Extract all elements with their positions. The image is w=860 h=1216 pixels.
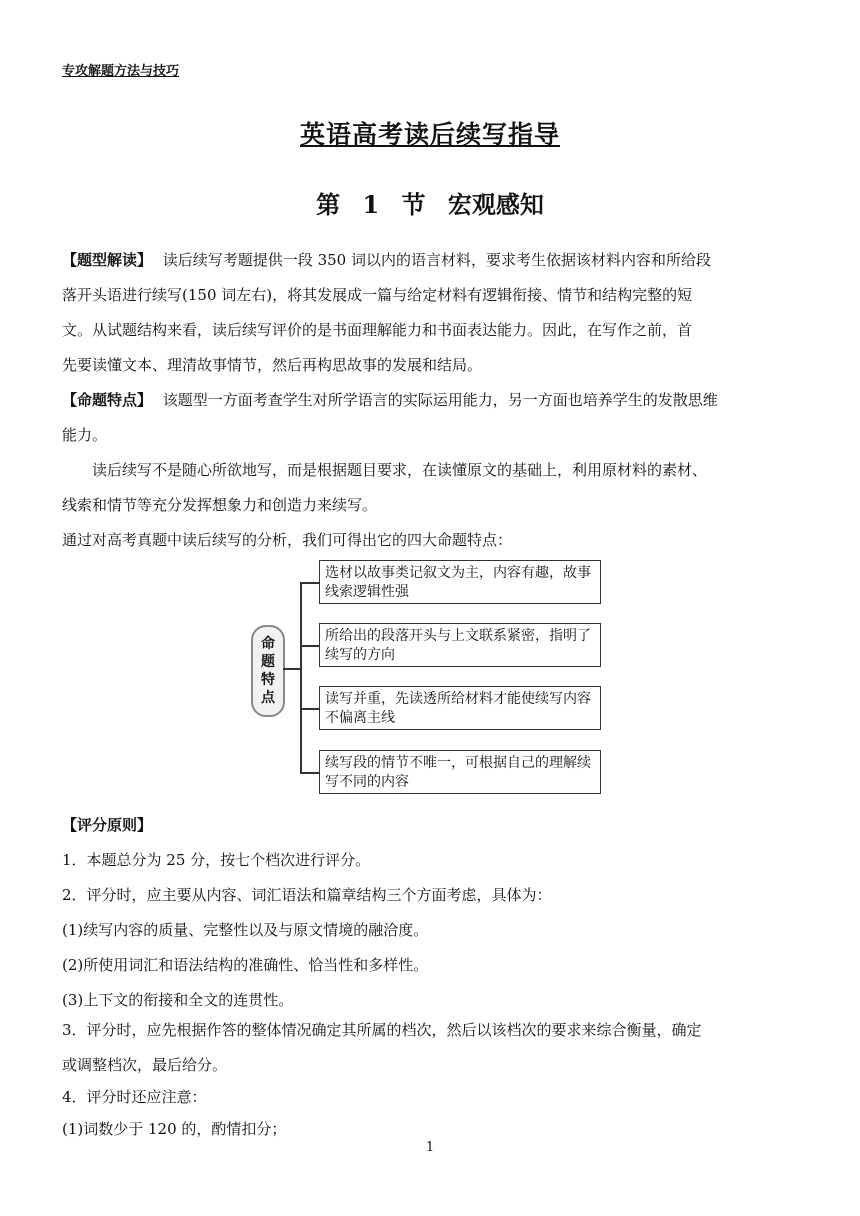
root-char-3: 特: [261, 672, 275, 688]
feature-line-4: 线索和情节等充分发挥想象力和创造力来续写。: [62, 496, 378, 514]
intro-line-1: [62, 243, 800, 278]
root-char-4: 点: [261, 690, 275, 706]
feature-box-4: 续写段的情节不唯一，可根据自己的理解续写不同的内容: [319, 750, 601, 794]
features-diagram: [247, 555, 612, 800]
tag-question-type: 【题型解读】: [62, 251, 153, 269]
root-char-1: 命: [261, 636, 275, 652]
diagram-root: [251, 625, 285, 717]
connector-root: [283, 668, 301, 670]
section-title: 第 1 节 宏观感知: [316, 190, 544, 219]
scoring-line-5: (3)上下文的衔接和全文的连贯性。: [62, 991, 294, 1009]
scoring-line-6: 3．评分时，应先根据作答的整体情况确定其所属的档次，然后以该档次的要求来综合衡量，确定: [62, 1021, 702, 1039]
connector-2: [300, 645, 319, 647]
connector-4: [300, 772, 319, 774]
intro-line-4: 先要读懂文本、理清故事情节，然后再构思故事的发展和结局。: [62, 356, 483, 374]
scoring-line-8: 4．评分时还应注意：: [62, 1088, 207, 1106]
feature-box-2: 所给出的段落开头与上文联系紧密，指明了续写的方向: [319, 623, 601, 667]
connector-3: [300, 708, 319, 710]
scoring-line-7: 或调整档次，最后给分。: [62, 1056, 228, 1074]
tag-scoring: 【评分原则】: [62, 816, 153, 834]
connector-spine: [300, 582, 302, 773]
root-char-2: 题: [261, 654, 275, 670]
header-label: 专攻解题方法与技巧: [62, 64, 180, 79]
tag-features: 【命题特点】: [62, 391, 153, 409]
feature-text-1: 该题型一方面考查学生对所学语言的实际运用能力，另一方面也培养学生的发散思维: [162, 391, 718, 409]
feature-line-1: [62, 383, 800, 418]
intro-text-1: 读后续写考题提供一段 350 词以内的语言材料，要求考生依据该材料内容和所给段: [162, 251, 711, 269]
scoring-line-2: 2．评分时，应主要从内容、词汇语法和篇章结构三个方面考虑，具体为：: [62, 886, 552, 904]
feature-line-3: 读后续写不是随心所欲地写，而是根据题目要求，在读懂原文的基础上，利用原材料的素材、: [92, 461, 708, 479]
scoring-line-4: (2)所使用词汇和语法结构的准确性、恰当性和多样性。: [62, 956, 429, 974]
scoring-line-9: (1)词数少于 120 的，酌情扣分；: [62, 1120, 287, 1138]
connector-1: [300, 582, 319, 584]
feature-box-3: 读写并重，先读透所给材料才能使续写内容不偏离主线: [319, 686, 601, 730]
feature-line-5: 通过对高考真题中读后续写的分析，我们可得出它的四大命题特点：: [62, 531, 513, 549]
main-title: 英语高考读后续写指导: [299, 120, 560, 149]
scoring-line-1: 1．本题总分为 25 分，按七个档次进行评分。: [62, 851, 371, 869]
feature-line-2: 能力。: [62, 426, 108, 444]
page-number: 1: [425, 1140, 435, 1155]
scoring-line-3: (1)续写内容的质量、完整性以及与原文情境的融洽度。: [62, 921, 429, 939]
intro-line-3: 文。从试题结构来看，读后续写评价的是书面理解能力和书面表达能力。因此，在写作之前，首: [62, 321, 693, 339]
feature-box-1: 选材以故事类记叙文为主，内容有趣，故事线索逻辑性强: [319, 560, 601, 604]
intro-line-2: 落开头语进行续写(150 词左右)，将其发展成一篇与给定材料有逻辑衔接、情节和结构完整的短: [62, 286, 693, 304]
